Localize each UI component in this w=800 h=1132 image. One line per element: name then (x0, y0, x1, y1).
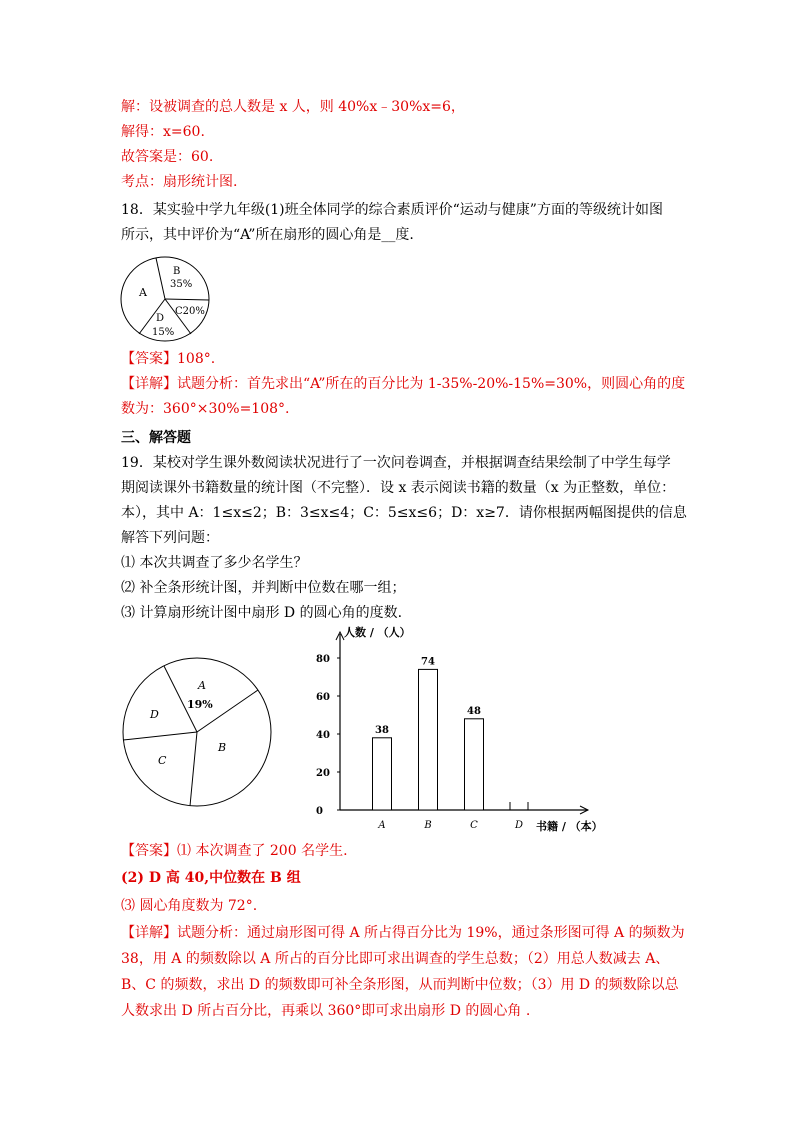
pie18-pct-b: 35% (170, 279, 193, 290)
pie18-label-a: A (139, 286, 147, 299)
bar-b (419, 669, 438, 810)
pie19-pct-a: 19% (187, 698, 213, 711)
x-category-label: A (378, 820, 386, 831)
x-axis-label: 书籍 / （本） (536, 820, 603, 833)
x-category-label: C (470, 820, 478, 831)
y-tick-label: 20 (316, 768, 330, 779)
question-19-item-1: ⑴ 本次共调查了多少名学生？ (121, 555, 308, 571)
answer-19-part-1: 【答案】⑴ 本次调查了 200 名学生. (121, 843, 348, 859)
x-category-label: B (424, 820, 432, 831)
answer-19-part-2: (2) D 高 40,中位数在 B 组 (121, 870, 301, 886)
bar-a (373, 738, 392, 810)
solution-line-2: 解得：x=60. (121, 124, 205, 140)
question-19-line-3: 本），其中 A：1≤x≤2；B：3≤x≤4；C：5≤x≤6；D：x≥7．请你根据两幅图提供的信息 (121, 505, 687, 521)
topic-line: 考点：扇形统计图. (121, 174, 238, 190)
pie19-label-b: B (218, 741, 227, 754)
pie18-pct-d: 15% (152, 327, 175, 338)
pie19-label-c: C (158, 754, 167, 767)
pie18-label-b: B (173, 266, 181, 277)
bar-c (465, 719, 484, 810)
solution-line-3: 故答案是：60. (121, 149, 214, 165)
y-tick-label: 0 (316, 806, 323, 817)
section-title: 三、解答题 (121, 430, 191, 446)
question-19-line-1: 19．某校对学生课外数阅读状况进行了一次问卷调查，并根据调查结果绘制了中学生每学 (121, 455, 671, 471)
detail-18-line-2: 数为：360°×30%=108°. (121, 401, 290, 417)
question-19-line-2: 期阅读课外书籍数量的统计图（不完整）．设 x 表示阅读书籍的数量（x 为正整数，单位： (121, 480, 676, 496)
question-19-line-4: 解答下列问题： (121, 530, 219, 546)
pie18-label-c: C20% (175, 306, 205, 317)
pie18-label-d: D (156, 313, 165, 324)
bar-value-label: 38 (375, 724, 389, 736)
pie19-label-a: A (198, 679, 206, 692)
answer-19-part-3: ⑶ 圆心角度数为 72°. (121, 898, 258, 914)
bar-value-label: 74 (421, 656, 435, 668)
answer-18: 【答案】108°. (121, 351, 216, 367)
detail-19-line-3: B、C 的频数，求出 D 的频数即可补全条形图，从而判断中位数；（3）用 D 的频数除以总 (121, 977, 679, 993)
q18-pie-chart (116, 254, 226, 344)
y-tick-label: 80 (316, 654, 330, 665)
question-19-item-2: ⑵ 补全条形统计图，并判断中位数在哪一组； (121, 580, 406, 596)
question-18-line-1: 18．某实验中学九年级(1)班全体同学的综合素质评价“运动与健康”方面的等级统计如图 (121, 202, 663, 218)
bar-value-label: 48 (467, 705, 481, 717)
detail-19-line-4: 人数求出 D 所占百分比，再乘以 360°即可求出扇形 D 的圆心角 . (121, 1003, 531, 1019)
detail-18-line-1: 【详解】试题分析：首先求出“A”所在的百分比为 1-35%-20%-15%=30%，则圆心角的度 (121, 376, 686, 392)
pie19-label-d: D (150, 708, 159, 721)
question-18-line-2: 所示，其中评价为“A”所在扇形的圆心角是__度. (121, 227, 414, 243)
detail-19-line-1: 【详解】试题分析：通过扇形图可得 A 所占得百分比为 19%，通过条形图可得 A 的频数为 (121, 925, 685, 941)
y-tick-label: 60 (316, 692, 330, 703)
solution-line-1: 解：设被调查的总人数是 x 人，则 40%x﹣30%x=6， (121, 99, 465, 115)
y-axis-label: 人数 / （人） (344, 626, 411, 639)
question-19-item-3: ⑶ 计算扇形统计图中扇形 D 的圆心角的度数. (121, 605, 403, 621)
q19-bar-chart (316, 620, 620, 835)
q19-pie-chart (118, 654, 278, 814)
y-tick-label: 40 (316, 730, 330, 741)
detail-19-line-2: 38，用 A 的频数除以 A 所占的百分比即可求出调查的学生总数；（2）用总人数减去 A、 (121, 951, 670, 967)
x-category-label: D (514, 820, 524, 831)
